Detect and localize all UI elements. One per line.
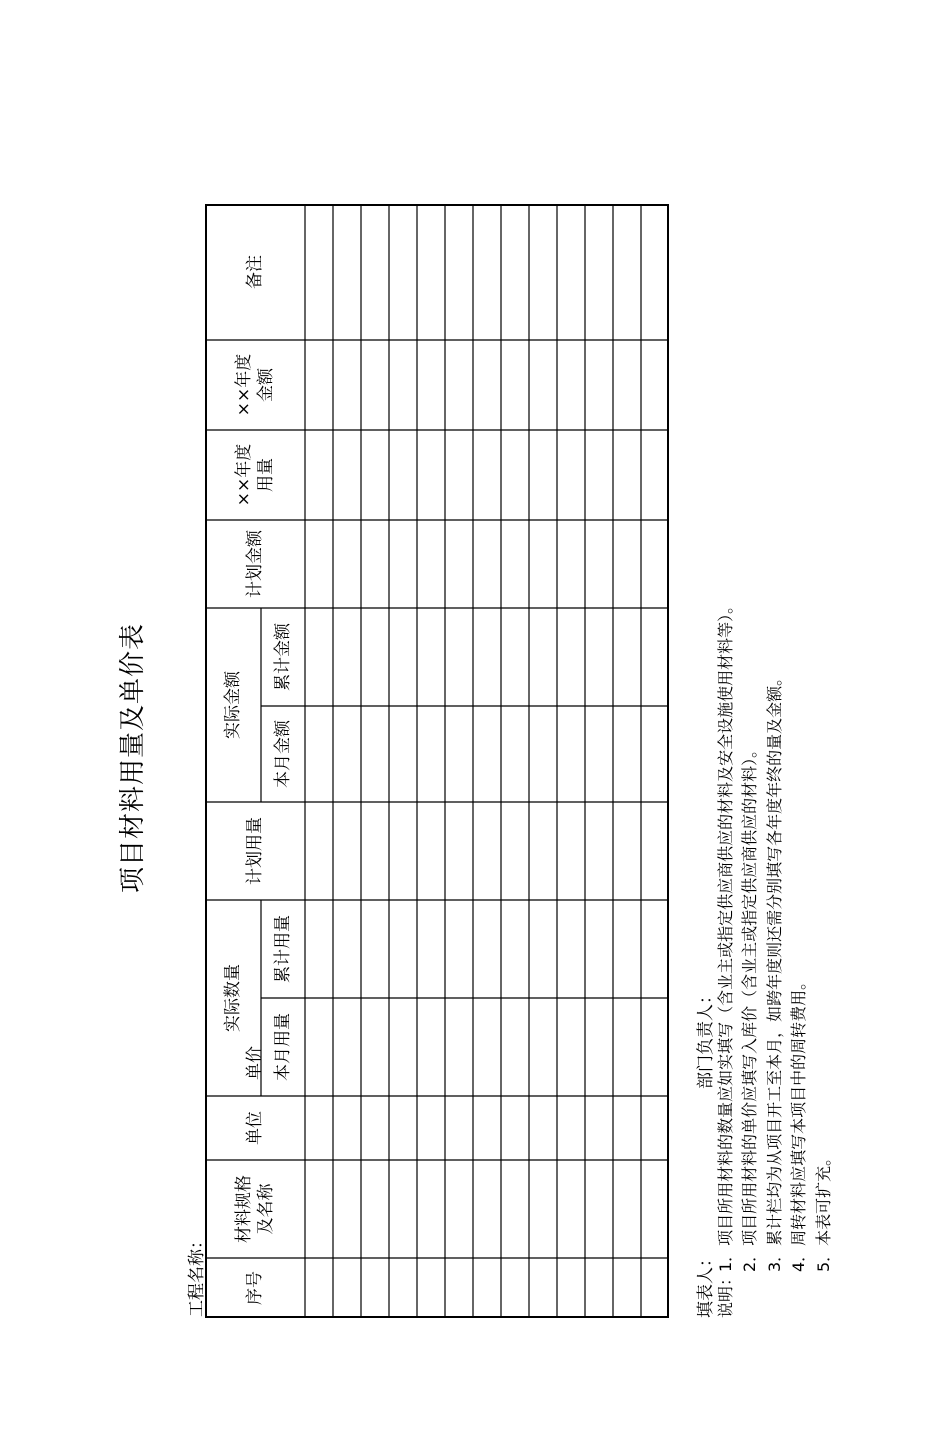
project-name-label: 工程名称： [187, 1232, 207, 1317]
header-year-amount: ××年度 金额 [234, 353, 276, 417]
filler-label: 填表人： [696, 1250, 716, 1318]
header-material: 材料规格 及名称 [234, 1175, 276, 1243]
header-cumulative-amount: 累计金额 [273, 623, 293, 691]
notes-prefix: 说明： [716, 1269, 735, 1318]
page-title: 项目材料用量及单价表 [118, 622, 148, 893]
note-5: 5．本表可扩充。 [814, 1149, 833, 1272]
header-monthly-usage: 本月用量 [273, 1013, 293, 1081]
header-seq: 序号 [245, 1271, 265, 1305]
header-unit-price-visible: 单价 [245, 1046, 265, 1080]
dept-head-label: 部门负责人： [696, 987, 716, 1089]
note-3: 3．累计栏均为从项目开工至本月，如跨年度则还需分别填写各年度年终的量及金额。 [765, 669, 784, 1272]
header-remarks: 备注 [245, 255, 265, 289]
header-cumulative-usage: 累计用量 [273, 915, 293, 983]
header-actual-amount: 实际金额 [223, 671, 243, 739]
header-actual-quantity: 实际数量 [223, 964, 243, 1032]
material-table [205, 204, 669, 1318]
note-1: 1．项目所用材料的数量应如实填写（含业主或指定供应商供应的材料及安全设施使用材料等）。 [716, 597, 735, 1272]
header-planned-amount: 计划金额 [245, 530, 265, 598]
header-unit: 单位 [245, 1111, 265, 1145]
note-2: 2．项目所用材料的单价应填写入库价（含业主或指定供应商供应的材料）。 [740, 741, 759, 1272]
header-planned-usage: 计划用量 [245, 817, 265, 885]
header-monthly-amount: 本月金额 [273, 720, 293, 788]
note-4: 4．周转材料应填写本项目中的周转费用。 [789, 973, 808, 1272]
header-year-usage: ××年度 用量 [234, 443, 276, 507]
